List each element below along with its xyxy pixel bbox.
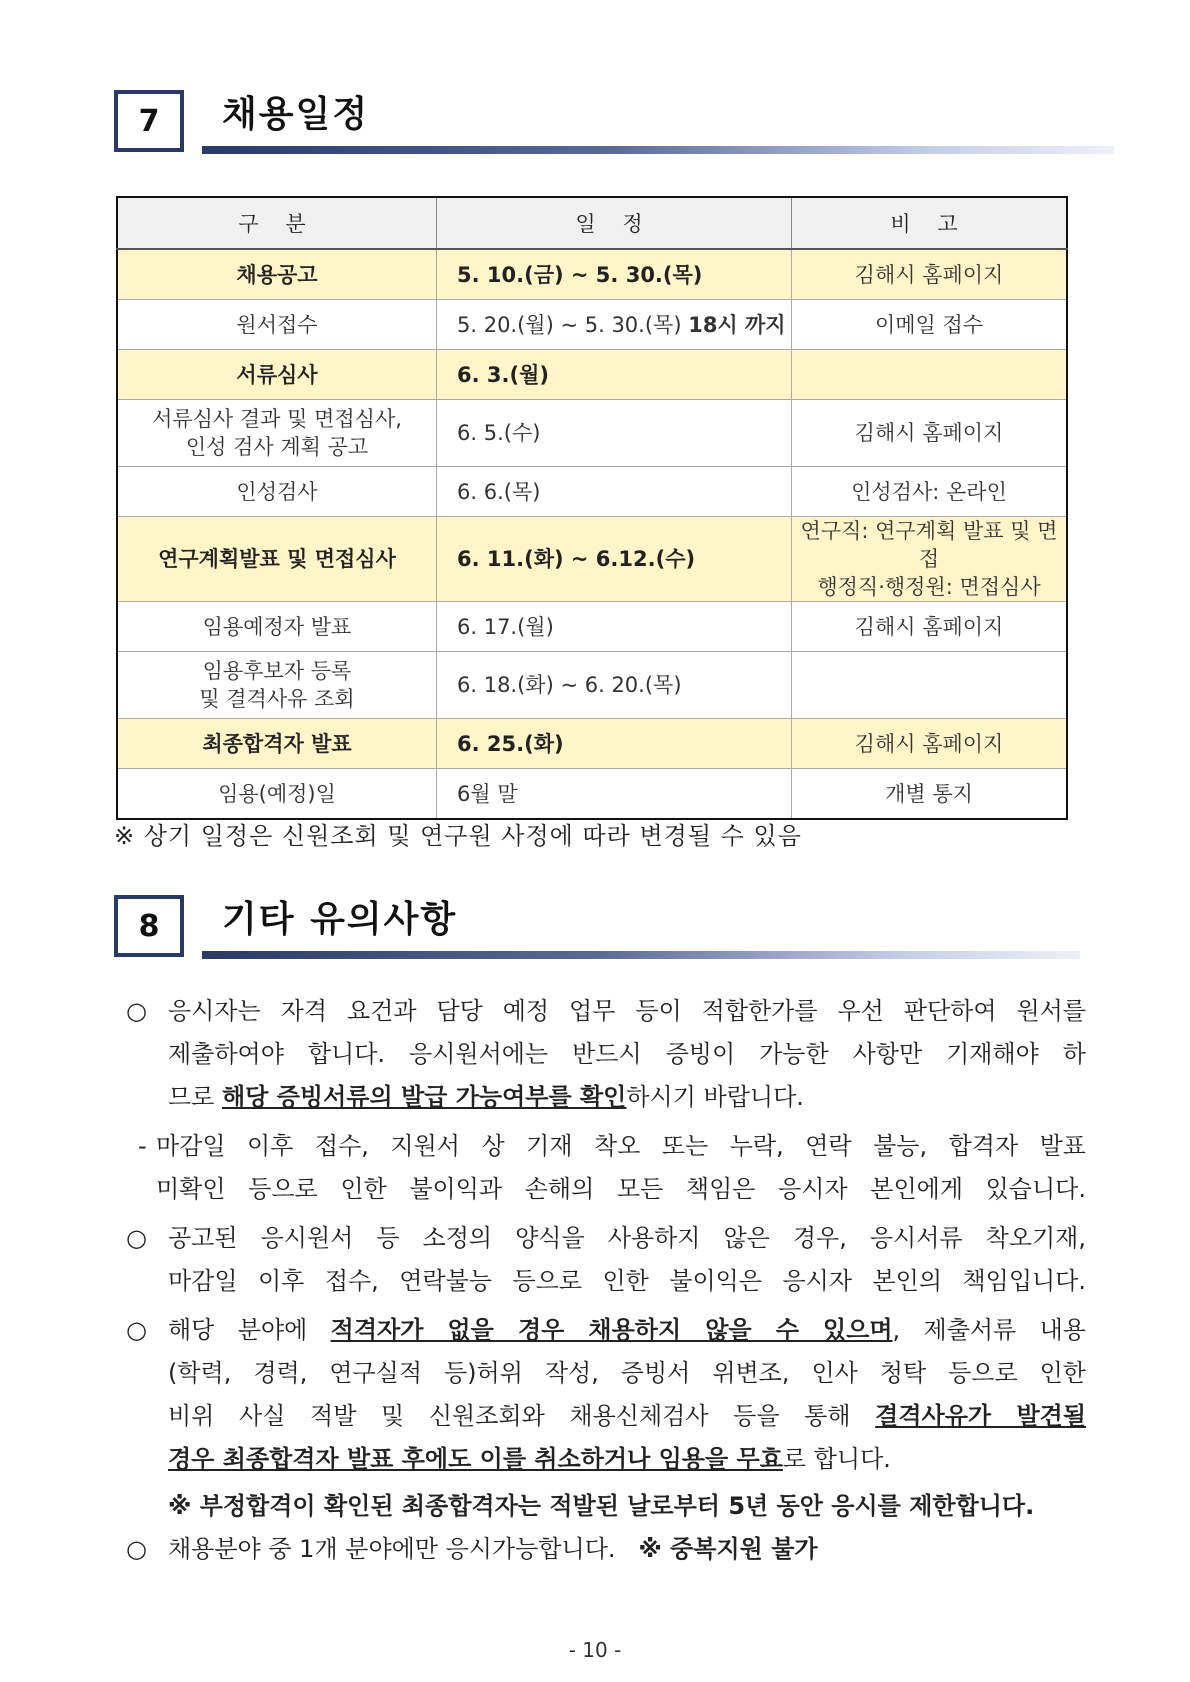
table-row bbox=[117, 517, 1067, 602]
note-line: (학력, 경력, 연구실적 등)허위 작성, 증빙서 위변조, 인사 청탁 등으로 인한 bbox=[168, 1359, 1086, 1387]
category-line: 서류심사 결과 및 면접심사, bbox=[152, 407, 402, 431]
row-schedule: 6. 18.(화) ~ 6. 20.(목) bbox=[437, 652, 792, 719]
section-number-7: 7 bbox=[114, 90, 184, 152]
category-line: 임용후보자 등록 bbox=[202, 659, 352, 683]
circle-bullet: ○ bbox=[126, 1535, 147, 1563]
row-category: 채용공고 bbox=[117, 249, 437, 300]
section-number-8: 8 bbox=[114, 895, 184, 957]
row-schedule: 5. 10.(금) ~ 5. 30.(목) bbox=[437, 249, 792, 300]
note-text: 므로 bbox=[168, 1083, 222, 1111]
row-remark: 김해시 홈페이지 bbox=[792, 249, 1068, 300]
section-7-header bbox=[114, 90, 1074, 160]
note-text: 하시기 바랍니다. bbox=[626, 1083, 804, 1111]
emphasis-text: 결격사유가 발견될 bbox=[875, 1402, 1087, 1430]
row-category: 서류심사 bbox=[117, 350, 437, 400]
remark-line: 행정직·행정원: 면접심사 bbox=[817, 575, 1041, 599]
dash-bullet: - bbox=[138, 1132, 147, 1160]
row-remark: 이메일 접수 bbox=[792, 300, 1068, 350]
row-schedule: 6. 3.(월) bbox=[437, 350, 792, 400]
note-paragraph-1 bbox=[126, 990, 1086, 1119]
row-schedule bbox=[437, 300, 792, 350]
note-text: 채용분야 중 1개 분야에만 응시가능합니다. bbox=[168, 1535, 616, 1563]
schedule-note: ※ 상기 일정은 신원조회 및 연구원 사정에 따라 변경될 수 있음 bbox=[114, 822, 802, 850]
row-category: 최종합격자 발표 bbox=[117, 719, 437, 769]
row-schedule: 6. 17.(월) bbox=[437, 602, 792, 652]
category-line: 및 결격사유 조회 bbox=[199, 687, 355, 711]
row-remark bbox=[792, 517, 1068, 602]
table-row bbox=[117, 719, 1067, 769]
row-remark bbox=[792, 350, 1068, 400]
note-paragraph-3 bbox=[126, 1309, 1086, 1528]
note-text: 비위 사실 적발 및 신원조회와 채용신체검사 등을 통해 bbox=[168, 1402, 876, 1430]
section-8-header bbox=[114, 895, 1074, 965]
remark-line: 연구직: 연구계획 발표 및 면접 bbox=[800, 519, 1058, 571]
circle-bullet: ○ bbox=[126, 1224, 147, 1252]
header-remark: 비 고 bbox=[792, 197, 1068, 249]
note-line: 마감일 이후 접수, 연락불능 등으로 인한 불이익은 응시자 본인의 책임입니다. bbox=[168, 1267, 1086, 1295]
note-text: , 제출서류 내용 bbox=[892, 1316, 1086, 1344]
note-line bbox=[168, 1076, 1086, 1119]
table-row bbox=[117, 249, 1067, 300]
row-schedule: 6월 말 bbox=[437, 769, 792, 820]
emphasis-text: 경우 최종합격자 발표 후에도 이를 취소하거나 임용을 무효 bbox=[168, 1445, 783, 1473]
row-remark: 인성검사: 온라인 bbox=[792, 467, 1068, 517]
note-text: 해당 분야에 bbox=[168, 1316, 331, 1344]
row-category bbox=[117, 652, 437, 719]
row-remark: 김해시 홈페이지 bbox=[792, 400, 1068, 467]
note-line bbox=[168, 1438, 1086, 1481]
emphasis-text: 해당 증빙서류의 발급 가능여부를 확인 bbox=[222, 1083, 627, 1111]
note-line: 응시자는 자격 요건과 담당 예정 업무 등이 적합한가를 우선 판단하여 원서를 bbox=[168, 997, 1086, 1025]
row-category bbox=[117, 400, 437, 467]
table-row bbox=[117, 467, 1067, 517]
table-row bbox=[117, 300, 1067, 350]
penalty-note: ※ 부정합격이 확인된 최종합격자는 적발된 날로부터 5년 동안 응시를 제한합니다. bbox=[168, 1492, 1035, 1520]
row-remark: 김해시 홈페이지 bbox=[792, 602, 1068, 652]
note-line: 마감일 이후 접수, 지원서 상 기재 착오 또는 누락, 연락 불능, 합격자 발표 bbox=[156, 1132, 1086, 1160]
row-category: 연구계획발표 및 면접심사 bbox=[117, 517, 437, 602]
note-dash-1 bbox=[126, 1125, 1086, 1211]
circle-bullet: ○ bbox=[126, 1316, 147, 1344]
row-schedule: 6. 5.(수) bbox=[437, 400, 792, 467]
no-duplicate-note: ※ 중복지원 불가 bbox=[638, 1535, 818, 1563]
notes-body bbox=[126, 990, 1086, 1571]
note-line: 미확인 등으로 인한 불이익과 손해의 모든 책임은 응시자 본인에게 있습니다. bbox=[156, 1175, 1086, 1203]
row-category: 인성검사 bbox=[117, 467, 437, 517]
note-line bbox=[168, 1395, 1086, 1438]
row-category: 원서접수 bbox=[117, 300, 437, 350]
section-title-notes: 기타 유의사항 bbox=[222, 899, 458, 940]
table-header-row bbox=[117, 197, 1067, 249]
note-paragraph-2 bbox=[126, 1217, 1086, 1303]
section-rule bbox=[202, 951, 1080, 959]
note-line: 제출하여야 합니다. 응시원서에는 반드시 증빙이 가능한 사항만 기재해야 하 bbox=[168, 1040, 1086, 1068]
table-row bbox=[117, 652, 1067, 719]
table-row bbox=[117, 400, 1067, 467]
row-remark: 개별 통지 bbox=[792, 769, 1068, 820]
row-schedule: 6. 25.(화) bbox=[437, 719, 792, 769]
note-text: 로 합니다. bbox=[782, 1445, 891, 1473]
row-remark: 김해시 홈페이지 bbox=[792, 719, 1068, 769]
note-line: 공고된 응시원서 등 소정의 양식을 사용하지 않은 경우, 응시서류 착오기재, bbox=[168, 1224, 1086, 1252]
page-number: - 10 - bbox=[568, 1638, 622, 1662]
row-schedule: 6. 11.(화) ~ 6.12.(수) bbox=[437, 517, 792, 602]
header-schedule: 일 정 bbox=[437, 197, 792, 249]
row-schedule: 6. 6.(목) bbox=[437, 467, 792, 517]
circle-bullet: ○ bbox=[126, 997, 147, 1025]
row-category: 임용(예정)일 bbox=[117, 769, 437, 820]
row-category: 임용예정자 발표 bbox=[117, 602, 437, 652]
section-rule bbox=[202, 146, 1114, 154]
schedule-deadline: 18시 까지 bbox=[688, 312, 786, 337]
row-remark bbox=[792, 652, 1068, 719]
note-line bbox=[168, 1309, 1086, 1352]
note-paragraph-4 bbox=[126, 1528, 1086, 1571]
schedule-text: 5. 20.(월) ~ 5. 30.(목) bbox=[457, 312, 682, 337]
table-row bbox=[117, 769, 1067, 820]
header-category: 구 분 bbox=[117, 197, 437, 249]
section-title-schedule: 채용일정 bbox=[222, 94, 370, 135]
table-row bbox=[117, 602, 1067, 652]
emphasis-text: 적격자가 없을 경우 채용하지 않을 수 있으며 bbox=[330, 1316, 893, 1344]
schedule-table bbox=[116, 196, 1068, 820]
category-line: 인성 검사 계획 공고 bbox=[185, 435, 369, 459]
table-row bbox=[117, 350, 1067, 400]
